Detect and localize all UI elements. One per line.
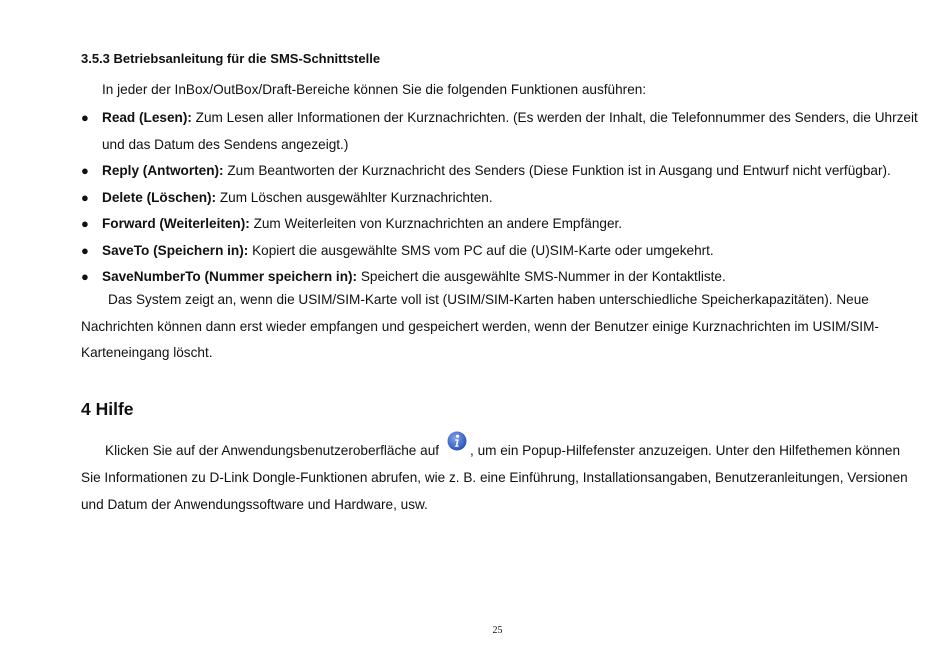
bullet-text: Zum Lesen aller Informationen der Kurznachrichten. (Es werden der Inhalt, die Telefonnummer des Senders, die Uhrzeit und das Datum des Sendens angezeigt.) (102, 110, 918, 152)
section-intro: In jeder der InBox/OutBox/Draft-Bereiche können Sie die folgenden Funktionen ausführen: (102, 82, 647, 97)
bullet-icon: ● (81, 189, 89, 205)
list-item (81, 185, 921, 212)
help-text-before-icon: Klicken Sie auf der Anwendungsbenutzeroberfläche auf (105, 443, 440, 458)
list-item (81, 238, 921, 265)
bullet-text: Speichert die ausgewählte SMS-Nummer in der Kontaktliste. (357, 269, 726, 284)
list-item (81, 158, 921, 185)
bullet-term: Read (Lesen): (102, 110, 192, 125)
bullet-icon: ● (81, 163, 89, 178)
bullet-text: Zum Beantworten der Kurznachricht des Senders (Diese Funktion ist in Ausgang und Entwurf nicht verfügbar). (223, 163, 891, 178)
bullet-icon: ● (81, 242, 89, 258)
bullet-term: Forward (Weiterleiten): (102, 216, 250, 231)
list-item (81, 211, 921, 238)
bullet-term: SaveTo (Speichern in): (102, 242, 249, 258)
help-paragraph (81, 437, 921, 518)
section-heading: 3.5.3 Betriebsanleitung für die SMS-Schnittstelle (81, 51, 381, 66)
help-line (81, 437, 921, 464)
bullet-term: SaveNumberTo (Nummer speichern in): (102, 269, 358, 284)
bullet-text: Zum Weiterleiten von Kurznachrichten an andere Empfänger. (249, 216, 623, 231)
paragraph-text: Nachrichten können dann erst wieder empfangen und gespeichert werden, wenn der Benutzer einige Kurznachrichten im USIM/SIM-Karteneingang löscht. (81, 318, 879, 360)
help-text-after-icon: , um ein Popup-Hilfefenster anzuzeigen. Unter den Hilfethemen können (470, 443, 900, 458)
info-icon (447, 431, 467, 451)
paragraph-line: Das System zeigt an, wenn die USIM/SIM-Karte voll ist (USIM/SIM-Karten haben unterschiedliche Speicherkapazitäten). Neue (108, 292, 869, 307)
bullet-text: Zum Löschen ausgewählter Kurznachrichten. (216, 189, 493, 205)
list-item (81, 105, 921, 158)
chapter-heading: 4 Hilfe (81, 399, 134, 419)
function-list (81, 105, 921, 291)
bullet-icon: ● (81, 110, 89, 125)
bullet-icon: ● (81, 216, 89, 231)
bullet-term: Reply (Antworten): (102, 163, 224, 178)
help-text: Sie Informationen zu D-Link Dongle-Funktionen abrufen, wie z. B. eine Einführung, Installationsangaben, Benutzeranleitungen, Versionen und Datum der Anwendungssoftware und Hardware, usw. (81, 470, 908, 512)
page-number: 25 (492, 625, 503, 636)
bullet-icon: ● (81, 269, 89, 284)
bullet-term: Delete (Löschen): (102, 189, 217, 205)
sim-full-paragraph (81, 287, 881, 367)
bullet-text: Kopiert die ausgewählte SMS vom PC auf die (U)SIM-Karte oder umgekehrt. (248, 242, 714, 258)
